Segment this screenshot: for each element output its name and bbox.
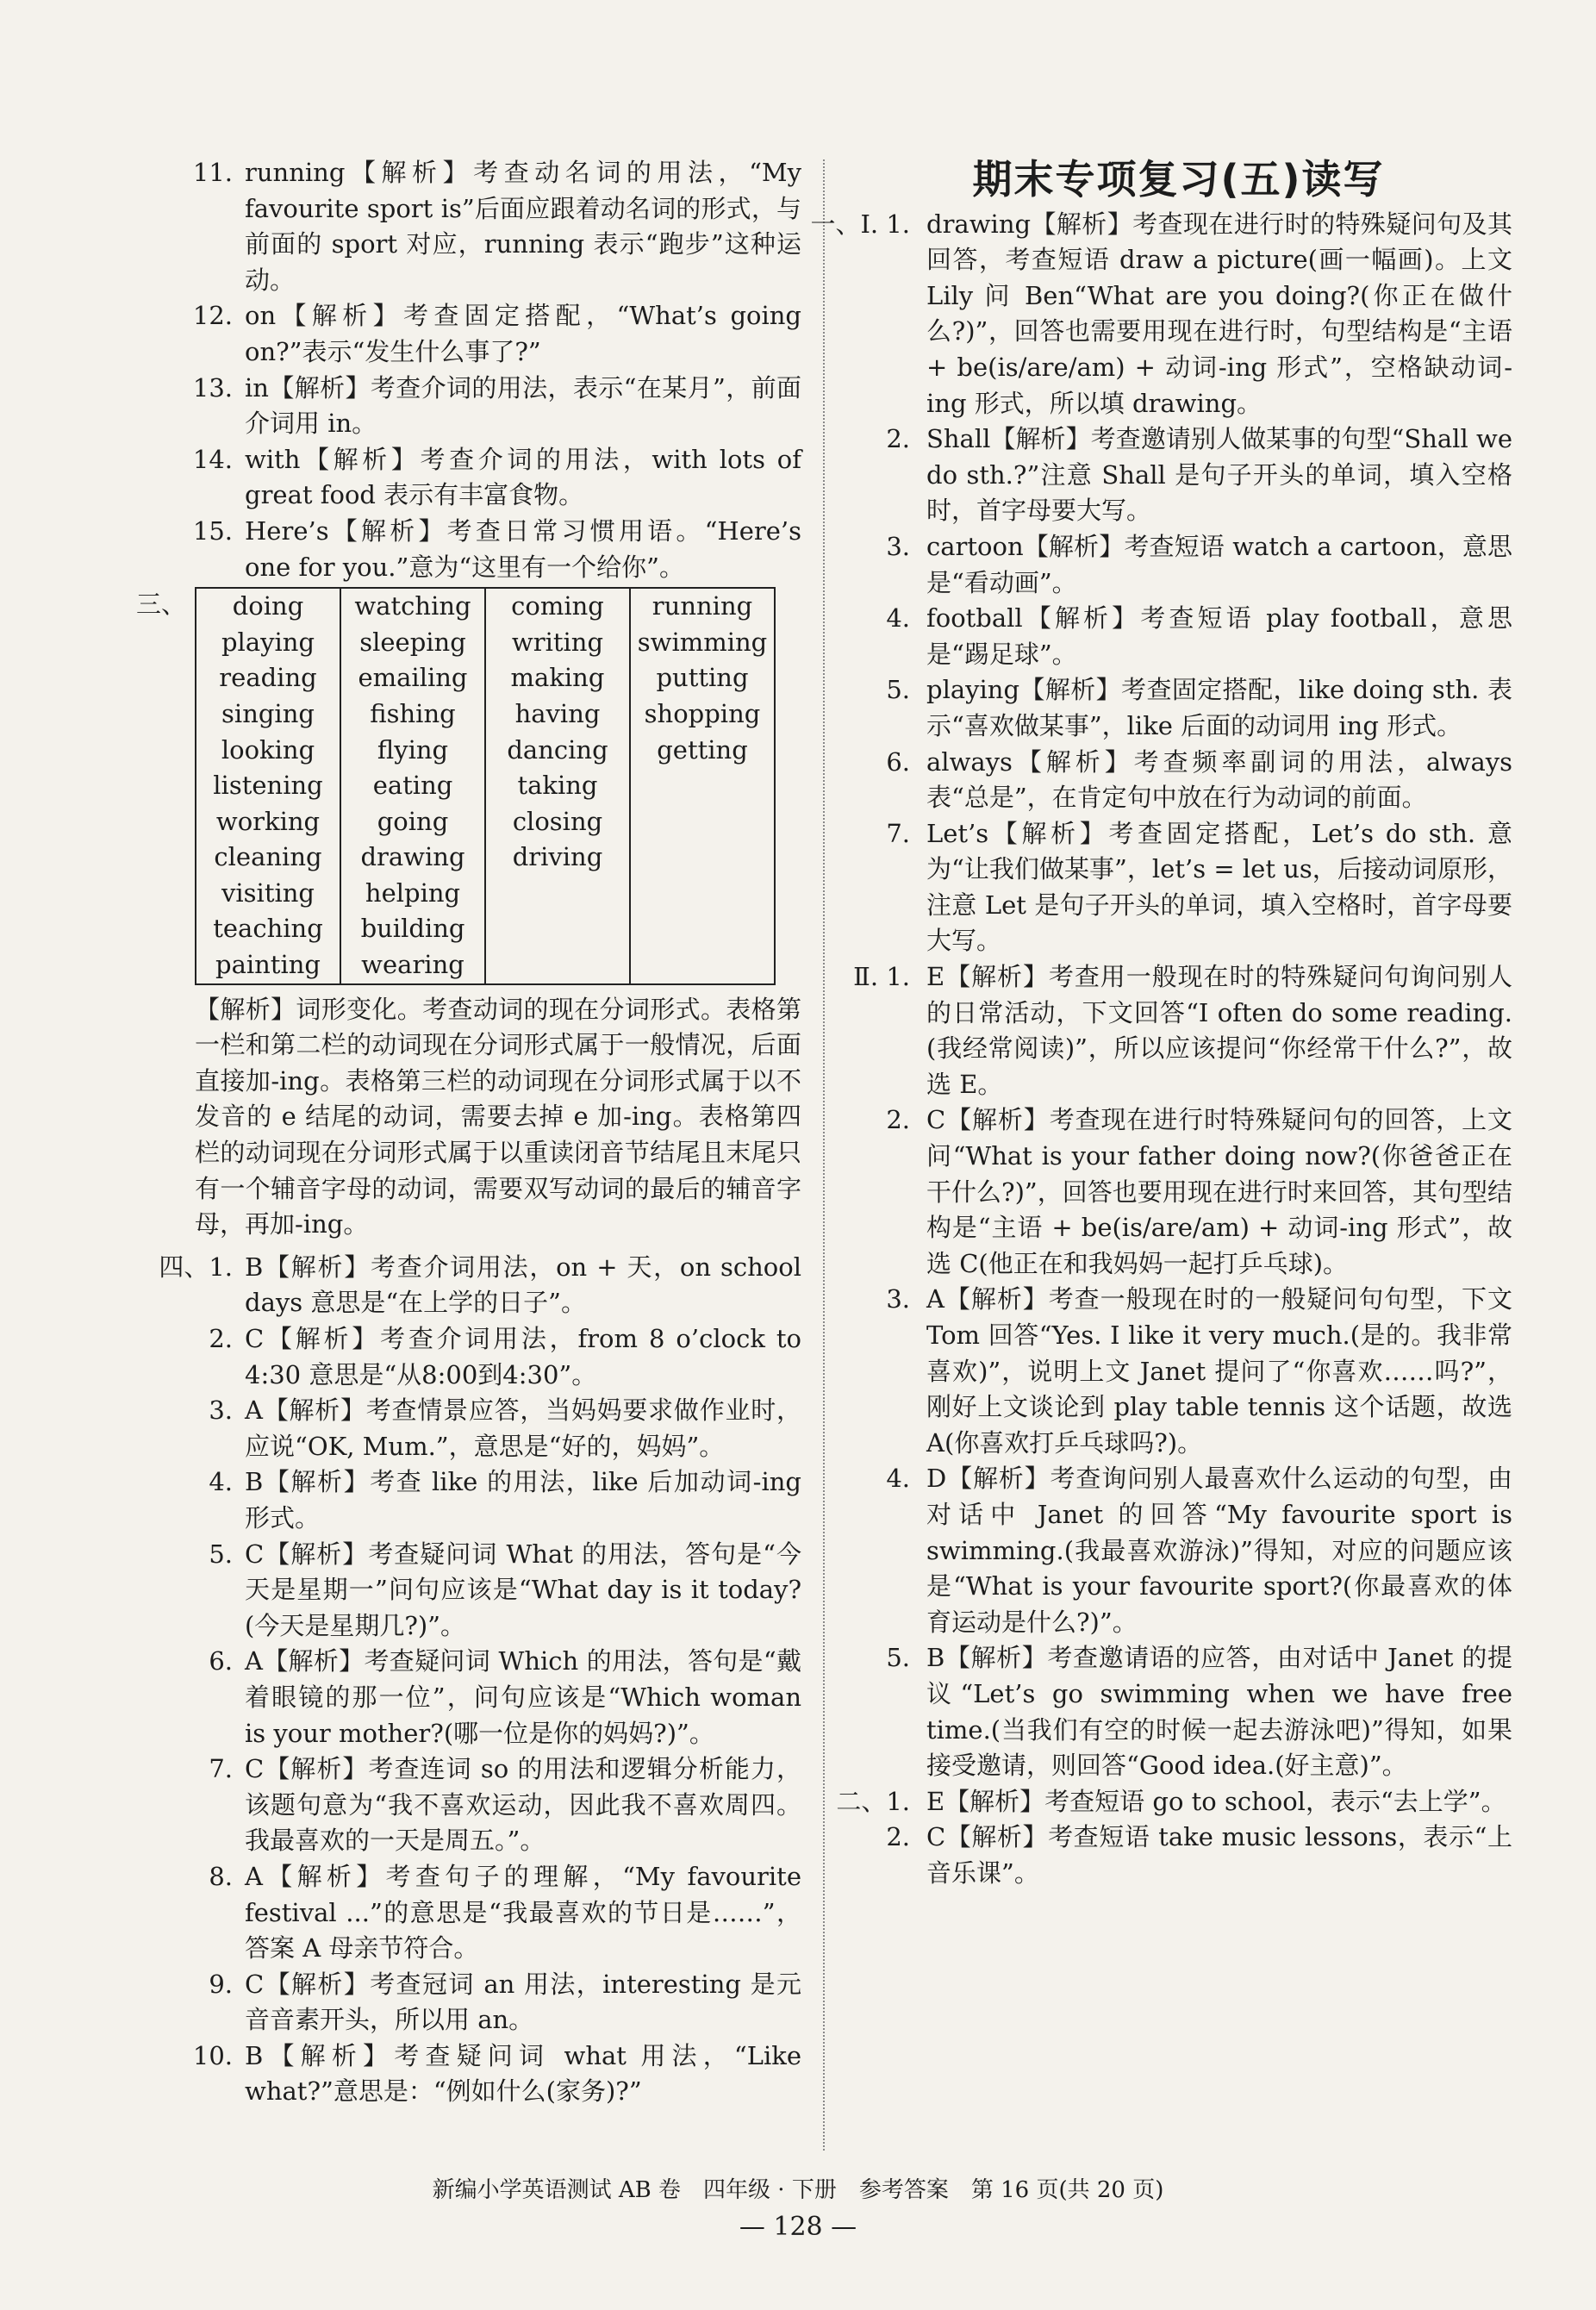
table-word: looking [221, 734, 315, 765]
item-number: 6. [886, 746, 910, 777]
item-text: with【解析】考查介词的用法，with lots of great food 表示有丰富食物。 [245, 444, 801, 510]
answer-item [836, 1784, 1512, 1820]
table-word: taking [517, 771, 598, 801]
item-text: E【解析】考查短语 go to school，表示“去上学”。 [926, 1786, 1506, 1816]
item-number: 4. [886, 1464, 910, 1494]
item-text: cartoon【解析】考查短语 watch a cartoon，意思是“看动画”。 [926, 531, 1512, 597]
item-number: 四、1. [159, 1252, 233, 1282]
item-number: 7. [209, 1754, 233, 1784]
table-word: eating [372, 771, 453, 801]
item-number: 3. [886, 1284, 910, 1314]
item-number: 4. [886, 603, 910, 634]
answer-list-part1 [810, 207, 1512, 959]
item-number: 15. [192, 515, 233, 546]
answer-item [181, 1537, 801, 1645]
item-text: running【解析】考查动名词的用法，“My favourite sport is”后面应跟着动名词的形式，与前面的 sport 对应，running 表示“跑步”这种运动。 [245, 158, 801, 295]
item-text: A【解析】考查一般现在时的一般疑问句句型，下文 Tom 回答“Yes. I like it very much.(是的。我非常喜欢)”，说明上文 Janet 提问了“你喜欢……吗?”，刚好上文谈论到 play table tennis 这个话题，故选 A(你喜欢打乒乓球吗?)。 [926, 1284, 1512, 1458]
item-number: 2. [886, 1822, 910, 1852]
table-word: writing [511, 627, 604, 657]
item-text: football【解析】考查短语 play football，意思是“踢足球”。 [926, 603, 1512, 669]
item-number: Ⅱ. 1. [853, 962, 910, 992]
page-number: — 128 — [739, 2212, 857, 2242]
answer-item [845, 1282, 1512, 1461]
table-word: playing [221, 627, 315, 657]
answer-item [181, 442, 801, 514]
item-text: on【解析】考查固定搭配，“What’s going on?”表示“发生什么事了?” [245, 301, 801, 366]
answer-item [845, 959, 1512, 1102]
item-number: 9. [209, 1969, 233, 1999]
item-text: B【解析】考查 like 的用法，like 后加动词-ing 形式。 [245, 1467, 801, 1533]
item-number: 5. [886, 675, 910, 705]
left-column [136, 155, 801, 2110]
item-text: Let’s【解析】考查固定搭配，Let’s do sth. 意为“让我们做某事”，let’s = let us，后接动词原形，注意 Let 是句子开头的单词，填入空格时，首字母要大写。 [926, 818, 1512, 956]
item-text: C【解析】考查介词用法，from 8 o’clock to 4:30 意思是“从8:00到4:30”。 [245, 1324, 801, 1389]
item-text: B【解析】考查疑问词 what 用法，“Like what?”意思是：“例如什么(家务)?” [245, 2040, 801, 2107]
table-word: making [510, 663, 605, 693]
table-word: dancing [507, 734, 608, 765]
table-word: fishing [370, 698, 456, 728]
item-number: 5. [209, 1539, 233, 1569]
table-word: helping [365, 877, 461, 908]
table-column [485, 588, 630, 984]
table-word: sleeping [359, 627, 466, 657]
item-text: always【解析】考查频率副词的用法，always 表“总是”，在肯定句中放在行为动词的前面。 [926, 746, 1512, 813]
item-text: C【解析】考查连词 so 的用法和逻辑分析能力，该题句意为“我不喜欢运动，因此我不喜欢周四。我最喜欢的一天是周五。”。 [245, 1754, 801, 1856]
item-number: 10. [192, 2040, 233, 2070]
table-word: listening [213, 771, 323, 801]
item-text: D【解析】考查询问别人最喜欢什么运动的句型，由对话中 Janet 的回答“My favourite sport is swimming.(我最喜欢游泳)”得知，对应的问题应该是“What is your favourite sport?(你最喜欢的体育运动是什么?)”。 [926, 1464, 1512, 1637]
table-word: visiting [221, 877, 315, 908]
answer-item [845, 1820, 1512, 1891]
table-word: singing [221, 698, 315, 728]
section-label: 三、 [136, 590, 187, 620]
table-word: building [360, 914, 465, 944]
answer-item [845, 745, 1512, 816]
item-number: 一、Ⅰ. 1. [810, 209, 910, 239]
column-divider [823, 159, 826, 2151]
section-title: 期末专项复习(五)读写 [972, 156, 1385, 203]
answer-item [181, 155, 801, 298]
item-text: playing【解析】考查固定搭配，like doing sth. 表示“喜欢做某事”，like 后面的动词用 ing 形式。 [926, 675, 1512, 740]
item-text: drawing【解析】考查现在进行时的特殊疑问句及其回答，考查短语 draw a picture(画一幅画)。上文 Lily 问 Ben“What are you doing?(你正在做什么?)”，回答也需要用现在进行时，句型结构是“主语 + be(is/are/am) + 动词-ing 形式”，空格缺动词-ing 形式，所以填 drawing。 [926, 209, 1512, 418]
answer-item [181, 298, 801, 370]
answer-item [181, 1859, 801, 1967]
item-text: C【解析】考查疑问词 What 的用法，答句是“今天是星期一”问句应该是“What day is it today?(今天是星期几?)”。 [245, 1539, 801, 1640]
answer-item [845, 421, 1512, 529]
table-word: driving [512, 842, 603, 872]
answer-item [845, 672, 1512, 744]
table-word: putting [656, 663, 749, 693]
table-word: watching [354, 591, 471, 621]
answer-list-part2 [845, 959, 1512, 1784]
item-text: Shall【解析】考查邀请别人做某事的句型“Shall we do sth.?”注意 Shall 是句子开头的单词，填入空格时，首字母要大写。 [926, 424, 1512, 526]
table-word: swimming [637, 627, 768, 657]
answer-list-part3 [836, 1784, 1512, 1892]
table-word: having [514, 698, 601, 728]
item-text: A【解析】考查疑问词 Which 的用法，答句是“戴着眼镜的那一位”，问句应该是“Which woman is your mother?(哪一位是你的妈妈?)”。 [245, 1646, 801, 1748]
item-text: B【解析】考查介词用法，on + 天，on school days 意思是“在上学的日子”。 [245, 1252, 801, 1318]
item-text: Here’s【解析】考查日常习惯用语。“Here’s one for you.”意为“这里有一个给你”。 [245, 515, 801, 582]
item-number: 6. [209, 1646, 233, 1676]
footer-info: 新编小学英语测试 AB 卷 四年级 · 下册 参考答案 第 16 页(共 20 页) [432, 2177, 1164, 2203]
table-word: coming [511, 591, 604, 621]
answer-item [810, 207, 1512, 422]
word-table-section [136, 587, 801, 985]
table-word: shopping [644, 698, 761, 728]
answer-item [181, 1321, 801, 1393]
verb-ing-table [195, 587, 776, 985]
table-word: running [651, 591, 753, 621]
item-number: 5. [886, 1643, 910, 1673]
item-text: C【解析】考查现在进行时特殊疑问句的回答，上文问“What is your father doing now?(你爸爸正在干什么?)”，回答也要用现在进行时来回答，其句型结构是“主语 + be(is/are/am) + 动词-ing 形式”，故选 C(他正在和我妈妈一起打乒乓球)。 [926, 1105, 1512, 1278]
table-word: teaching [213, 914, 323, 944]
item-number: 3. [209, 1395, 233, 1426]
item-number: 二、1. [836, 1786, 910, 1816]
item-number: 8. [209, 1861, 233, 1891]
item-number: 2. [886, 1105, 910, 1135]
table-word: closing [512, 806, 603, 836]
table-word: wearing [361, 950, 464, 980]
table-word: reading [219, 663, 317, 693]
item-text: E【解析】考查用一般现在时的特殊疑问句询问别人的日常活动，下文回答“I often do some reading.(我经常阅读)”，所以应该提问“你经常干什么?”，故选 E。 [926, 962, 1512, 1099]
answer-item [181, 1393, 801, 1464]
table-word: flying [377, 734, 449, 765]
table-word: working [215, 806, 321, 836]
answer-item [181, 2038, 801, 2110]
table-word: doing [232, 591, 304, 621]
item-number: 7. [886, 818, 910, 848]
table-word: emailing [358, 663, 468, 693]
answer-item [845, 1102, 1512, 1282]
item-number: 2. [886, 424, 910, 454]
table-word: getting [657, 734, 748, 765]
answer-item [181, 514, 801, 585]
answer-item [181, 1464, 801, 1536]
answer-list-section4 [159, 1250, 801, 2110]
item-text: C【解析】考查短语 take music lessons，表示“上音乐课”。 [926, 1822, 1512, 1888]
item-number: 14. [192, 444, 233, 474]
item-text: A【解析】考查句子的理解，“My favourite festival ...”的意思是“我最喜欢的节日是……”，答案 A 母亲节符合。 [245, 1861, 801, 1964]
section3-analysis: 【解析】词形变化。考查动词的现在分词形式。表格第一栏和第二栏的动词现在分词形式属于一般情况，后面直接加-ing。表格第三栏的动词现在分词形式属于以不发音的 e 结尾的动词，需要去掉 e 加-ing。表格第四栏的动词现在分词形式属于以重读闭音节结尾且末尾只有一个辅音字母的动词，需要双写动词的最后的辅音字母，再加-ing。 [195, 994, 801, 1239]
answer-list-section2-end [181, 155, 801, 585]
answer-item [181, 1644, 801, 1751]
item-number: 3. [886, 531, 910, 561]
table-word: cleaning [214, 842, 322, 872]
answer-item [181, 371, 801, 442]
item-number: 12. [192, 301, 233, 331]
table-word: painting [215, 950, 321, 980]
answer-item [845, 1640, 1512, 1783]
item-text: C【解析】考查冠词 an 用法，interesting 是元音音素开头，所以用 an。 [245, 1969, 801, 2035]
table-column [340, 588, 485, 984]
answer-item [181, 1751, 801, 1859]
item-number: 13. [192, 372, 233, 403]
table-word: drawing [360, 842, 465, 872]
item-number: 11. [192, 158, 233, 187]
answer-item [845, 529, 1512, 601]
item-number: 4. [209, 1467, 233, 1497]
right-column [810, 155, 1512, 1892]
item-text: A【解析】考查情景应答，当妈妈要求做作业时，应说“OK, Mum.”，意思是“好的，妈妈”。 [245, 1395, 801, 1461]
item-text: in【解析】考查介词的用法，表示“在某月”，前面介词用 in。 [245, 372, 801, 439]
item-number: 2. [209, 1324, 233, 1353]
item-text: B【解析】考查邀请语的应答，由对话中 Janet 的提议“Let’s go swimming when we have free time.(当我们有空的时候一起去游泳吧)”得知，如果接受邀请，则回答“Good idea.(好主意)”。 [926, 1643, 1512, 1781]
table-column [630, 588, 775, 984]
table-word: going [377, 806, 449, 836]
table-column [196, 588, 340, 984]
answer-item [845, 816, 1512, 959]
answer-item [845, 1461, 1512, 1640]
answer-item [159, 1250, 801, 1321]
answer-item [181, 1967, 801, 2038]
answer-item [845, 601, 1512, 672]
